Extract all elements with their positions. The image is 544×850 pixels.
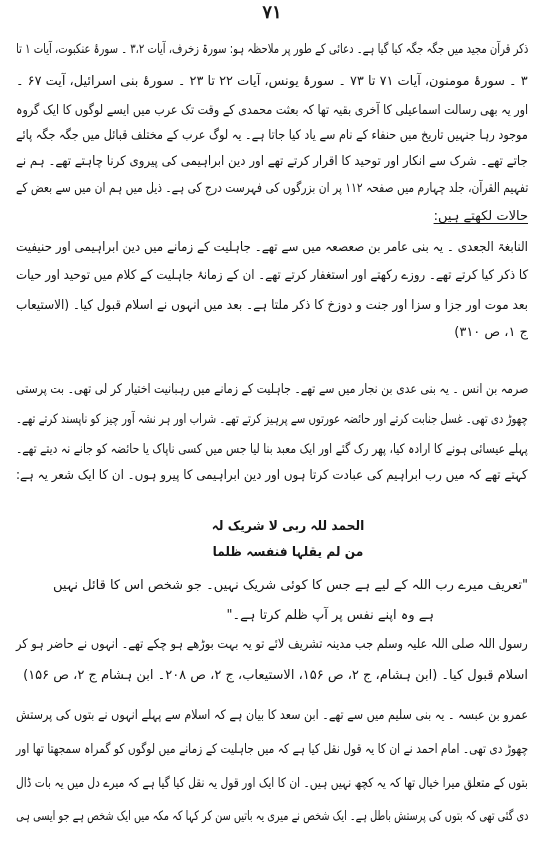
text-line: رسول اللہ صلی اللہ علیہ وسلم جب مدینہ تشریف لائے تو یہ بہت بوڑھے ہو چکے تھے۔ انہوں نے حاضر ہو کر — [16, 637, 528, 652]
text-line: بعد موت اور جزا و سزا اور جنت و دوزخ کا ذکر ملتا ہے۔ بعد میں انہوں نے اسلام قبول کیا۔ (الاستیعاب — [15, 298, 528, 313]
text-line: جاتے تھے۔ شرک سے انکار اور توحید کا اقرار کرتے تھے اور دین ابراہیمی کی پیروی کرنا چاہتے تھے۔ ہم نے — [16, 154, 528, 169]
text-line: کا ذکر کیا کرتے تھے۔ روزے رکھتے اور استغفار کرتے تھے۔ ان کے زمانۂ جاہلیت کے کلام میں توحید اور حیات — [15, 268, 528, 283]
text-line: ذکر قرآن مجید میں جگہ جگہ کیا گیا ہے۔ دعائی کے طور پر ملاحظہ ہو: سورۃ زخرف، آیات ۳،۲ ۔ سورۂ عنکبوت، آیات ۱ تا — [15, 42, 528, 57]
text-line: موجود رہا جنہیں تاریخ میں حنفاء کے نام سے یاد کیا جاتا ہے۔ یہ لوگ عرب کے مختلف قبائل میں جگہ جگہ پائے — [16, 128, 528, 143]
poem-line: الحمد للہ ربی لا شریک لہ — [211, 519, 365, 534]
translation-line: "تعریف میرے رب اللہ کے لیے ہے جس کا کوئی شریک نہیں۔ جو شخص اس کا قائل نہیں — [53, 578, 528, 593]
text-line: پہلے عیسائی ہونے کا ارادہ کیا، پھر رک گئے اور ایک معبد بنا لیا جس میں کسی ناپاک یا حائضہ کو جانے نہ دیتے تھے۔ — [16, 442, 528, 457]
text-line: حالات لکھتے ہیں: — [433, 209, 528, 224]
page-number: ٧١ — [262, 2, 282, 23]
text-line: بتوں کے متعلق میرا خیال تھا کہ یہ کچھ نہیں ہیں۔ ان کا ایک اور قول یہ نقل کیا گیا ہے کہ میرے دل میں یہ بات ڈال — [16, 776, 528, 791]
text-line: صرمہ بن انس ۔ یہ بنی عدی بن نجار میں سے تھے۔ جاہلیت کے زمانے میں رہبانیت اختیار کر لی تھی۔ بت پرستی — [15, 382, 528, 397]
poem-line: من لم یقلہا فنفسہ ظلما — [212, 545, 364, 560]
text-line: تفہیم القرآن، جلد چہارم میں صفحہ ۱۱۲ پر ان بزرگوں کی فہرست درج کی ہے۔ ذیل میں ہم ان میں سے بعض کے — [15, 181, 528, 196]
text-line: چھوڑ دی تھی۔ غسل جنابت کرتے اور حائضہ عورتوں سے پرہیز کرتے تھے۔ شراب اور ہر نشہ آور چیز کو ناپسند کرتے تھے۔ — [16, 412, 528, 427]
text-line: چھوڑ دی تھی۔ امام احمد نے ان کا یہ قول نقل کیا ہے کہ میں جاہلیت کے زمانے میں لوگوں کو گمراہ سمجھتا تھا اور — [15, 742, 528, 757]
text-line: عمرو بن عبسہ ۔ یہ بنی سلیم میں سے تھے۔ ابن سعد کا بیان ہے کہ اسلام سے پہلے انہوں نے بتوں کی پرستش — [16, 708, 528, 723]
translation-line: ہے وہ اپنے نفس پر آپ ظلم کرتا ہے۔" — [226, 608, 434, 623]
text-line: اور یہ بھی رسالت اسماعیلی کا آخری بقیہ تھا کہ بعثت محمدی کے وقت تک عرب میں ایسے لوگوں کا ایک گروہ — [15, 103, 528, 118]
text-line: دی گئی تھی کہ بتوں کی پرستش باطل ہے۔ ایک شخص نے میری یہ باتیں سن کر کہا کہ مکہ میں ایک شخص ہے جو ایسی ہی — [15, 809, 528, 824]
text-line: النابغۃ الجعدی ۔ یہ بنی عامر بن صعصعہ میں سے تھے۔ جاہلیت کے زمانے میں دین ابراہیمی اور حنیفیت — [16, 240, 528, 255]
text-line: کہتے تھے کہ میں رب ابراہیم کی عبادت کرتا ہوں اور دین ابراہیمی کا پیرو ہوں۔ ان کا ایک شعر یہ ہے: — [16, 468, 528, 483]
text-line: ج ۱، ص ۳۱۰) — [454, 325, 528, 340]
text-line: ۳ ۔ سورۂ مومنون، آیات ۷۱ تا ۷۳ ۔ سورۂ یونس، آیات ۲۲ تا ۲۳ ۔ سورۂ بنی اسرائیل، آیت ۶۷ ۔ — [16, 74, 528, 89]
text-line: اسلام قبول کیا۔ (ابن ہشام، ج ۲، ص ۱۵۶، الاستیعاب، ج ۲، ص ۲۰۸۔ ابن ہشام ج ۲، ص ۱۵۶) — [23, 668, 528, 683]
